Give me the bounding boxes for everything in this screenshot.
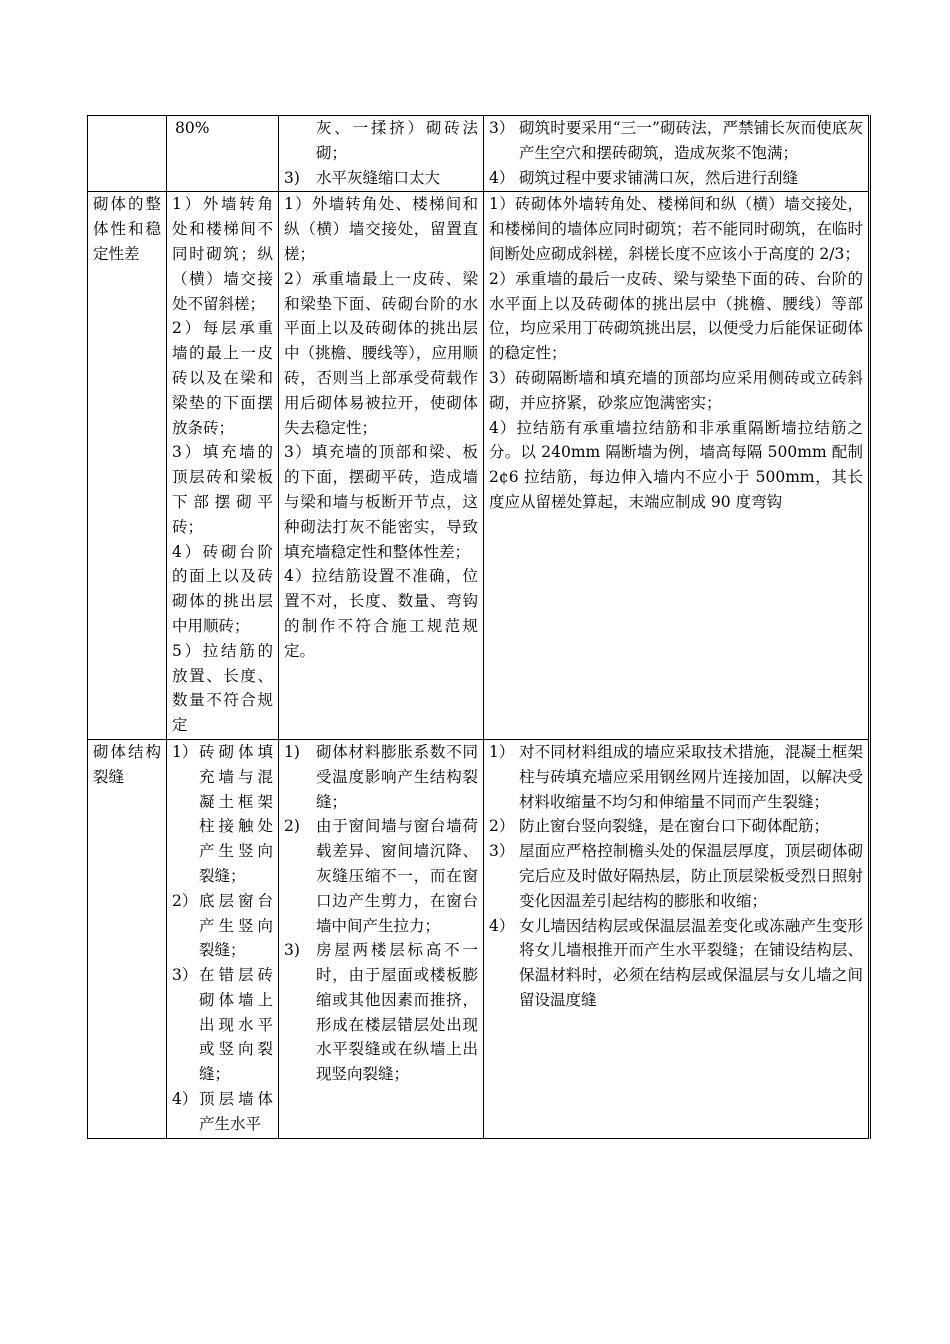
measure-item: 4） 女儿墙因结构层或保温层温差变化或冻融产生变形将女儿墙根推开而产生水平裂缝；在铺设结构层、保温材料时，必须在结构层或保温层与女儿墙之间留设温度缝	[489, 916, 863, 1009]
category-text: 砌体结构裂缝	[93, 742, 161, 786]
problem-item: 4）拉结筋设置不准确，位置不对，长度、数量、弯钩的制作不符合施工规范规定。	[284, 567, 478, 660]
cause-item: 3） 在错层砖砌体墙上出现水平或竖向裂缝；	[172, 966, 273, 1084]
quality-issue-table	[87, 115, 871, 1139]
problem-item: 灰、一揉挤）砌砖法砌；	[316, 119, 478, 162]
cause-item: 80%	[175, 119, 210, 137]
measure-item: 4） 砌筑过程中要求铺满口灰，然后进行刮缝	[489, 168, 799, 187]
cause-item: 4） 顶层墙体产生水平	[172, 1090, 273, 1133]
cause-item: 3）填充墙的顶层砖和梁板下部摆砌平砖；	[172, 443, 273, 536]
table-row	[88, 116, 870, 192]
measure-item: 1）砖砌体外墙转角处、楼梯间和纵（横）墙交接处，和楼梯间的墙体应同时砌筑；若不能同时砌筑，在临时间断处应砌成斜槎，斜槎长度不应该小于高度的 2/3；	[489, 195, 863, 263]
problem-item: 3) 水平灰缝缩口太大	[284, 168, 441, 187]
measure-item: 3） 砌筑时要采用“三一”砌砖法，严禁铺长灰而使底灰产生空穴和摆砖砌筑，造成灰浆不饱满；	[489, 119, 863, 162]
cause-item: 2） 底层窗台产生竖向裂缝；	[172, 891, 273, 960]
cause-item: 2）每层承重墙的最上一皮砖以及在梁和梁垫的下面摆放条砖；	[172, 319, 273, 437]
problem-item: 2) 由于窗间墙与窗台墙荷载差异、窗间墙沉降、灰缝压缩不一，而在窗口边产生剪力，在窗台墙中间产生拉力；	[284, 817, 478, 935]
table-row	[88, 739, 870, 1138]
table-row	[88, 192, 870, 740]
problem-item: 2）承重墙最上一皮砖、梁和梁垫下面、砖砌台阶的水平面上以及砖砌体的挑出层中（挑檐、腰线等），应用顺砖，否则当上部承受荷载作用后砌体易被拉开，使砌体失去稳定性；	[284, 269, 478, 437]
category-cell	[88, 739, 167, 1138]
measure-item: 4）拉结筋有承重墙拉结筋和非承重隔断墙拉结筋之分。以 240mm 隔断墙为例，墙高每隔 500mm 配制 2¢6 拉结筋，每边伸入墙内不应小于 500mm，其长度应从留槎处算起，末端应制成 90 度弯钩	[489, 418, 863, 511]
cause-item: 1）外墙转角处和楼梯间不同时砌筑；纵（横）墙交接处不留斜槎；	[172, 195, 273, 313]
measure-item: 2）承重墙的最后一皮砖、梁与梁垫下面的砖、台阶的水平面上以及砖砌体的挑出层中（挑檐、腰线）等部位，均应采用丁砖砌筑挑出层，以便受力后能保证砌体的稳定性；	[489, 269, 863, 363]
problem-item: 1) 砌体材料膨胀系数不同受温度影响产生结构裂缝；	[284, 742, 478, 811]
problem-cell	[279, 116, 484, 192]
cause-cell	[167, 116, 279, 192]
measures-cell	[484, 739, 870, 1138]
measures-cell	[484, 116, 870, 192]
measure-item: 1） 对不同材料组成的墙应采取技术措施，混凝土框架柱与砖填充墙应采用钢丝网片连接加固，以解决受材料收缩量不均匀和伸缩量不同而产生裂缝；	[489, 742, 863, 811]
problem-item: 3）填充墙的顶部和梁、板的下面，摆砌平砖，造成墙与梁和墙与板断开节点，这种砌法打灰不能密实，导致填充墙稳定性和整体性差；	[284, 443, 478, 561]
measure-item: 2） 防止窗台竖向裂缝，是在窗台口下砌体配筋；	[489, 817, 830, 836]
cause-item: 5）拉结筋的放置、长度、数量不符合规定	[172, 641, 273, 735]
category-cell	[88, 116, 167, 192]
problem-item: 3) 房屋两楼层标高不一时，由于屋面或楼板膨缩或其他因素而推挤，形成在楼层错层处出现水平裂缝或在纵墙上出现竖向裂缝；	[284, 941, 478, 1084]
cause-item: 4）砖砌台阶的面上以及砖砌体的挑出层中用顺砖；	[172, 542, 273, 635]
problem-cell	[279, 739, 484, 1138]
measure-item: 3） 屋面应严格控制檐头处的保温层厚度，顶层砌体砌完后应及时做好隔热层，防止顶层梁板受烈日照射变化因温差引起结构的膨胀和收缩；	[489, 842, 863, 910]
cause-cell	[167, 192, 279, 740]
measures-cell	[484, 192, 870, 740]
problem-item: 1）外墙转角处、楼梯间和纵（横）墙交接处，留置直槎；	[284, 195, 478, 263]
problem-cell	[279, 192, 484, 740]
cause-item: 1） 砖砌体填充墙与混凝土框架柱接触处产生竖向裂缝；	[172, 742, 273, 885]
cause-cell	[167, 739, 279, 1138]
category-text: 砌体的整体性和稳定性差	[93, 195, 161, 263]
measure-item: 3）砖砌隔断墙和填充墙的顶部均应采用侧砖或立砖斜砌，并应挤紧，砂浆应饱满密实；	[489, 368, 863, 412]
category-cell	[88, 192, 167, 740]
